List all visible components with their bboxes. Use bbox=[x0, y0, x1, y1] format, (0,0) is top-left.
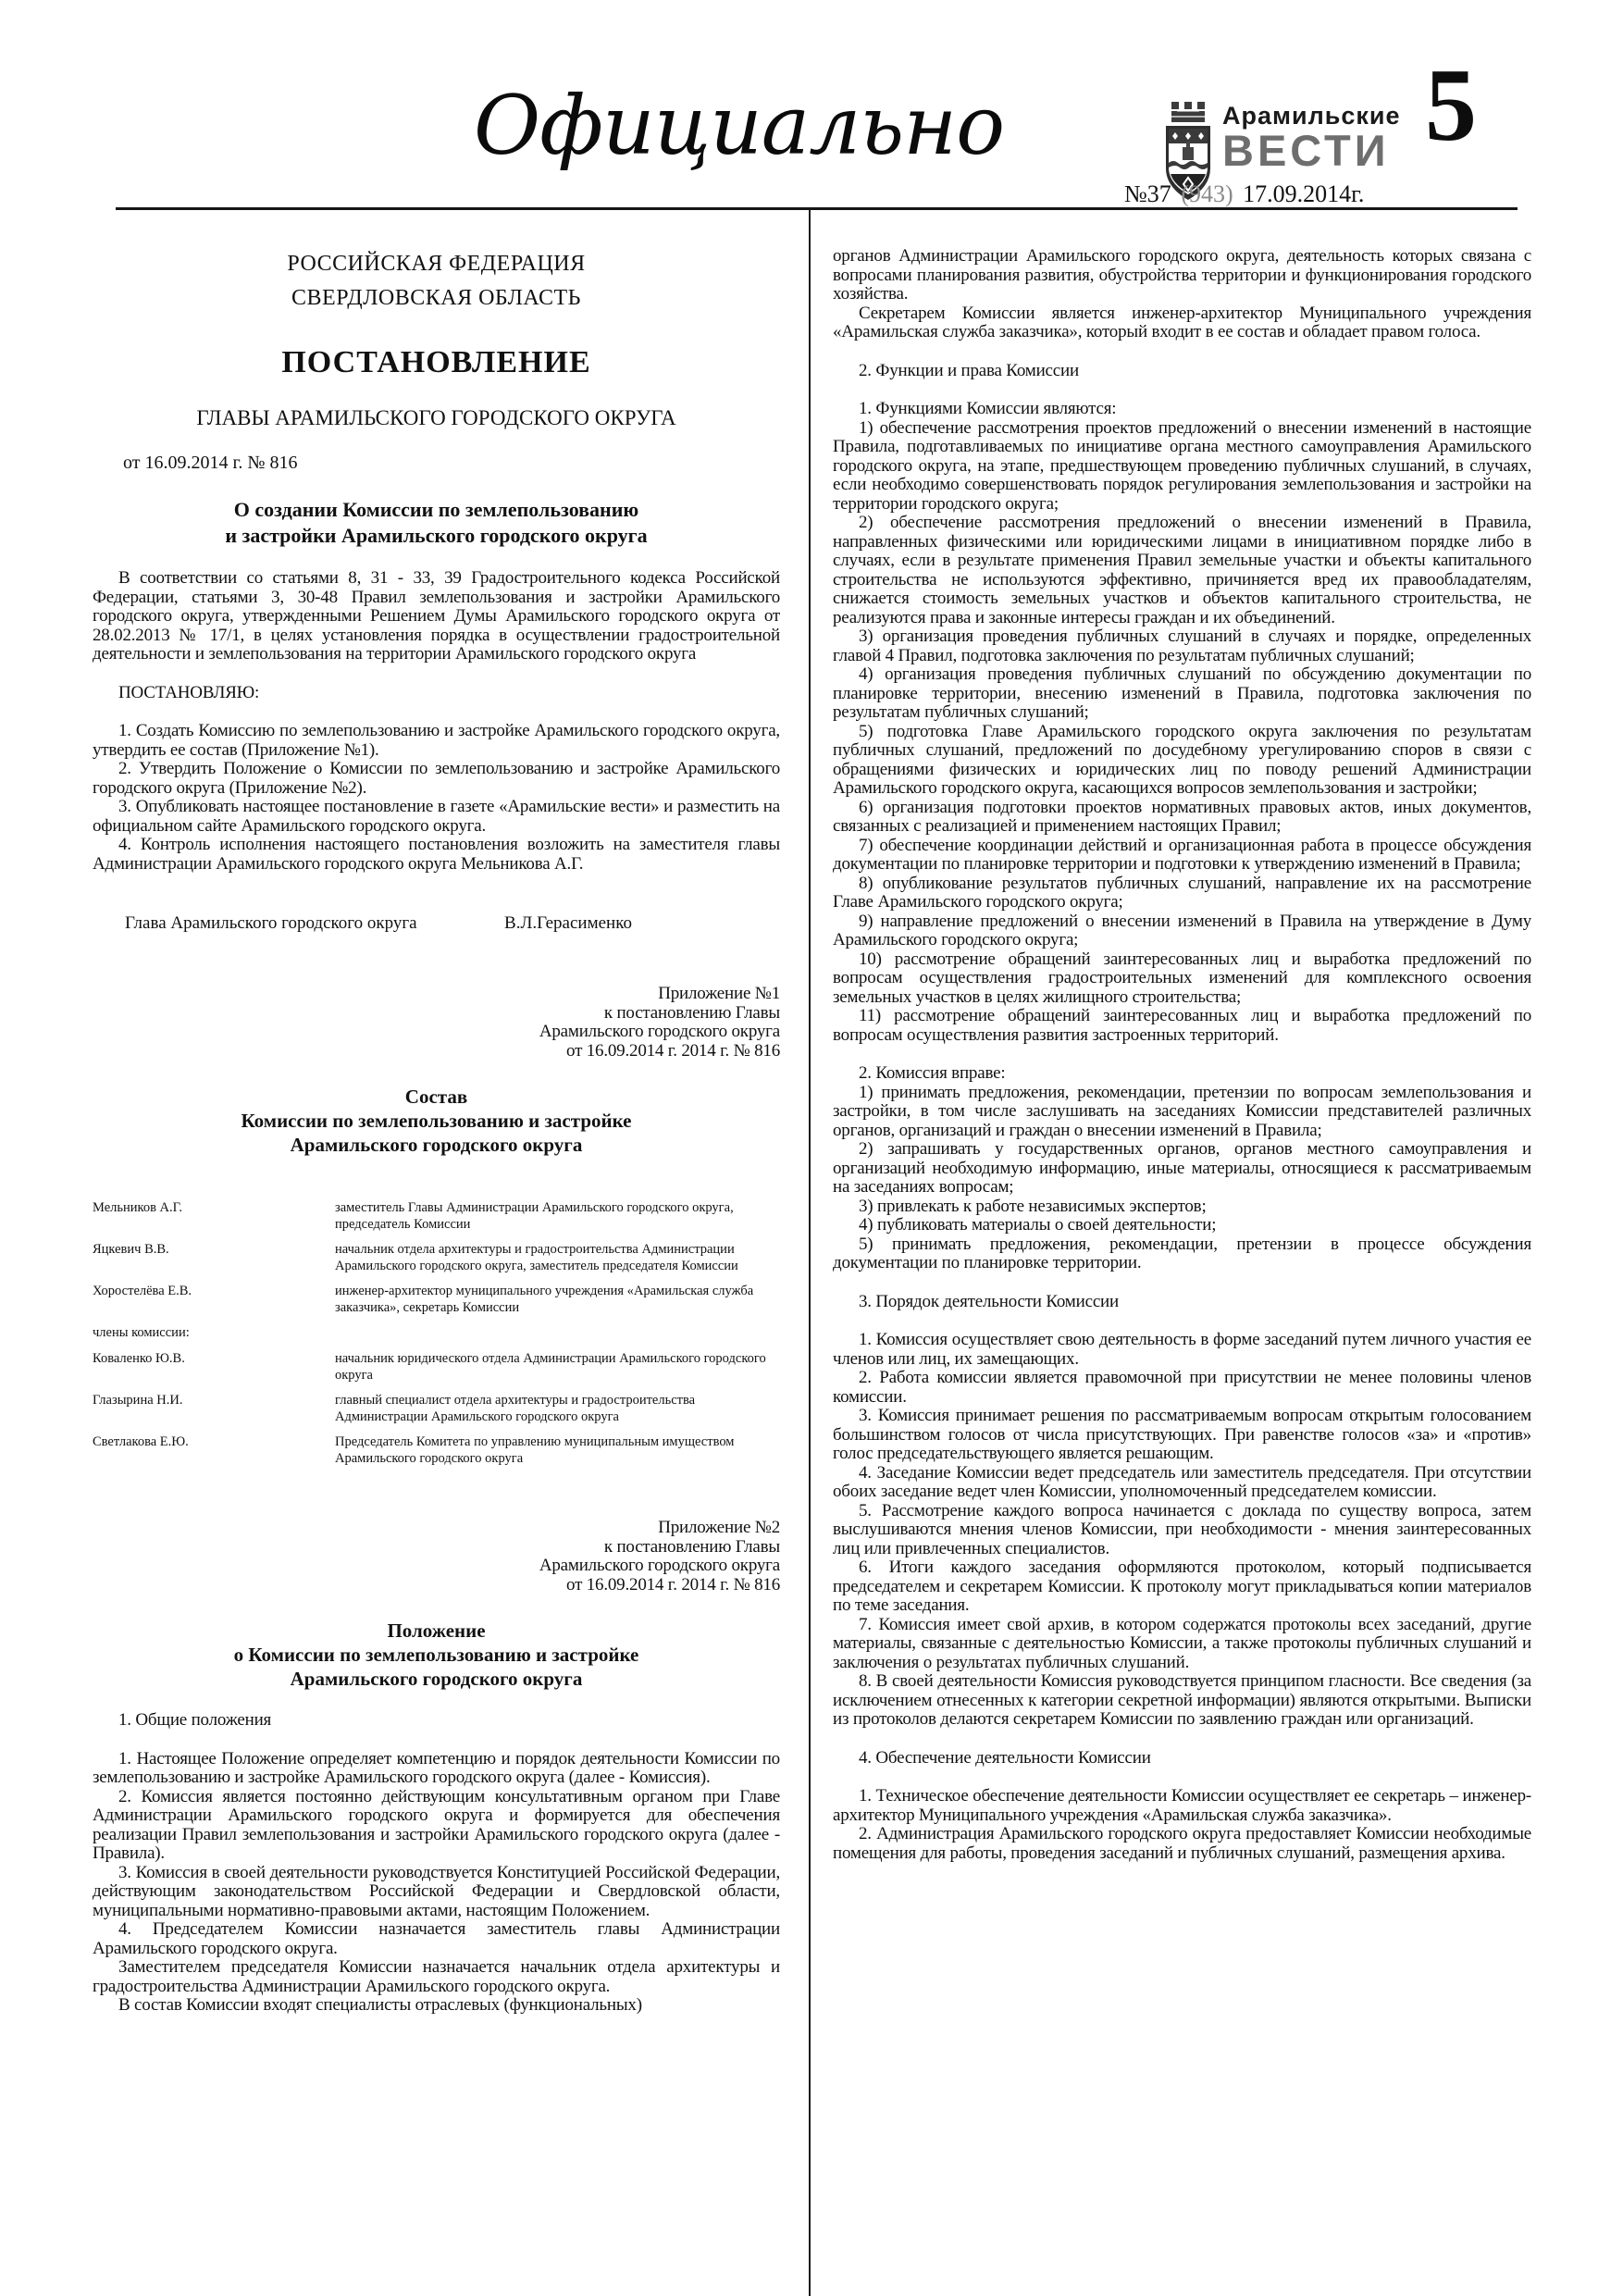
member-row bbox=[93, 1324, 780, 1341]
member-name: Мельников А.Г. bbox=[93, 1200, 183, 1215]
issue-date: 17.09.2014г. bbox=[1243, 180, 1365, 207]
paragraph: 4. Заседание Комиссии ведет председатель или заместитель председателя. При отсутствии обоих заседание ведет член Комиссии, уполномоченный председателем комиссии. bbox=[833, 1462, 1531, 1501]
member-role: начальник отдела архитектуры и градостроительства Администрации Арамильского городского округа, заместитель председателя Комиссии bbox=[335, 1242, 738, 1273]
doc-type: ПОСТАНОВЛЕНИЕ bbox=[281, 345, 591, 379]
doc-title-line: О создании Комиссии по землепользованию bbox=[233, 498, 639, 521]
paragraph: 5) принимать предложения, рекомендации, претензии в процессе обсуждения документации по планировке территории. bbox=[833, 1234, 1531, 1272]
annex2-title bbox=[93, 1619, 780, 1691]
member-row bbox=[93, 1433, 780, 1467]
paragraph: 1. Комиссия осуществляет свою деятельность в форме заседаний путем личного участия ее членов или лиц, их замещающих. bbox=[833, 1330, 1531, 1369]
annex-title-line: Состав bbox=[404, 1086, 468, 1108]
member-name: Глазырина Н.И. bbox=[93, 1393, 183, 1408]
paragraph: 1. Функциями Комиссии являются: bbox=[859, 399, 1117, 418]
page-title: Официально bbox=[474, 78, 1005, 173]
paragraph: 1. Настоящее Положение определяет компетенцию и порядок деятельности Комиссии по землепользованию и застройке Арамильского городского округа (далее - Комиссия). bbox=[93, 1748, 780, 1787]
annex-title-line: Комиссии по землепользованию и застройке bbox=[241, 1110, 632, 1132]
paragraph: 2. Комиссия вправе: bbox=[859, 1063, 1006, 1083]
section-heading: 2. Функции и права Комиссии bbox=[859, 360, 1079, 380]
doc-title bbox=[93, 497, 780, 549]
doc-issuer: ГЛАВЫ АРАМИЛЬСКОГО ГОРОДСКОГО ОКРУГА bbox=[196, 406, 676, 429]
issue-number: №37 bbox=[1124, 180, 1171, 207]
annex1-reference bbox=[93, 985, 780, 1061]
paragraph: 1) принимать предложения, рекомендации, претензии по вопросам землепользования и застройки, в том числе заслушивать на заседаниях Комиссии представителей различных органов, организаций и граждан о внесении изменений в Правила; bbox=[833, 1082, 1531, 1140]
paragraph: 3. Комиссия принимает решения по рассматриваемым вопросам открытым голосованием большинством голосов от числа присутствующих. При равенстве голосов «за» и «против» голос председательствующего является решающим. bbox=[833, 1406, 1531, 1463]
annex-ref-line: Арамильского городского округа bbox=[539, 1556, 780, 1575]
paragraph: 7. Комиссия имеет свой архив, в котором содержатся протоколы всех заседаний, другие материалы, связанные с деятельностью Комиссии, а также протоколы публичных слушаний и заключения о результатах публичных слушаний. bbox=[833, 1614, 1531, 1672]
section-heading: 1. Общие положения bbox=[118, 1710, 272, 1730]
header-rule bbox=[116, 207, 1518, 210]
paragraph: В соответствии со статьями 8, 31 - 33, 39 Градостроительного кодекса Российской Федерации, статьями 3, 30-48 Правил землепользования и застройки Арамильского городского округа, утвержденными Решением Думы Арамильского городского округа от 28.02.2013 № 17/1, в целях установления порядка в осуществлении градостроительной деятельности и землепользования на территории Арамильского городского округа bbox=[93, 568, 780, 664]
member-row bbox=[93, 1241, 780, 1274]
paragraph: 5) подготовка Главе Арамильского городского округа заключения по результатам публичных слушаний, предложений по досудебному урегулированию споров в связи с обращениями физических и юридических лиц по поводу решений Администрации Арамильского городского округа, касающихся вопросов землепользования и застройки; bbox=[833, 721, 1531, 798]
paragraph: 9) направление предложений о внесении изменений в Правила на утверждение в Думу Арамильского городского округа; bbox=[833, 911, 1531, 949]
paragraph: 7) обеспечение координации действий и организационная работа в процессе обсуждения документации по планировке территории и подготовки к утверждению изменений в Правила; bbox=[833, 835, 1531, 874]
annex-ref-line: к постановлению Главы bbox=[603, 1002, 780, 1023]
annex-ref-line: Арамильского городского округа bbox=[539, 1022, 780, 1041]
signature-position: Глава Арамильского городского округа bbox=[125, 913, 417, 933]
paragraph: 3. Опубликовать настоящее постановление в газете «Арамильские вести» и разместить на официальном сайте Арамильского городского округа. bbox=[93, 797, 780, 836]
doc-region: СВЕРДЛОВСКАЯ ОБЛАСТЬ bbox=[291, 286, 581, 310]
paragraph: 4. Председателем Комиссии назначается заместитель главы Администрации Арамильского городского округа. bbox=[93, 1919, 780, 1958]
paragraph: 5. Рассмотрение каждого вопроса начинается с доклада по существу вопроса, затем выслушиваются мнения членов Комиссии, при необходимости - мнения заинтересованных лиц или привлеченных специалистов. bbox=[833, 1500, 1531, 1558]
member-role: Председатель Комитета по управлению муниципальным имуществом Арамильского городского округа bbox=[335, 1434, 735, 1466]
paragraph: Секретарем Комиссии является инженер-архитектор Муниципального учреждения «Арамильская служба заказчика», который входит в ее состав и обладает правом голоса. bbox=[833, 303, 1531, 341]
member-row bbox=[93, 1283, 780, 1316]
doc-date-number: от 16.09.2014 г. № 816 bbox=[123, 453, 298, 473]
annex-title-line: о Комиссии по землепользованию и застройке bbox=[233, 1644, 639, 1666]
brand-name-bottom: ВЕСТИ bbox=[1222, 126, 1390, 175]
annex2-body bbox=[93, 1711, 780, 2016]
annex1-title bbox=[93, 1085, 780, 1157]
signature-block bbox=[93, 914, 780, 933]
member-row bbox=[93, 1199, 780, 1233]
paragraph: 2. Работа комиссии является правомочной при присутствии не менее половины членов комиссии. bbox=[833, 1368, 1531, 1407]
paragraph: 10) рассмотрение обращений заинтересованных лиц и выработка предложений по вопросам осуществления градостроительных изменений для комплексного освоения земельных участков в целях жилищного строительства; bbox=[833, 949, 1531, 1007]
member-row bbox=[93, 1350, 780, 1384]
annex-ref-line: к постановлению Главы bbox=[603, 1536, 780, 1557]
paragraph: 4) организация проведения публичных слушаний по обсуждению документации по планировке территории, внесению изменений в Правила, подготовка заключения по результатам публичных слушаний; bbox=[833, 664, 1531, 722]
page-number: 5 bbox=[1425, 48, 1477, 163]
signature-name: В.Л.Герасименко bbox=[504, 913, 632, 933]
member-role bbox=[335, 1324, 780, 1341]
paragraph: 4. Контроль исполнения настоящего постановления возложить на заместителя главы Администрации Арамильского городского округа Мельникова А.Г. bbox=[93, 835, 780, 874]
annex2-body-continued bbox=[833, 247, 1531, 1863]
issue-edition: (943) bbox=[1181, 180, 1233, 207]
paragraph: В состав Комиссии входят специалисты отраслевых (функциональных) bbox=[118, 1995, 642, 2015]
brand-name-top: Арамильские bbox=[1222, 102, 1401, 130]
left-column bbox=[0, 210, 811, 2296]
section-heading: 3. Порядок деятельности Комиссии bbox=[859, 1291, 1119, 1311]
brand bbox=[1222, 102, 1401, 175]
paragraph: 2) запрашивать у государственных органов, органов местного самоуправления и организаций необходимую информацию, иные материалы, относящиеся к рассматриваемым на заседаниях вопросам; bbox=[833, 1139, 1531, 1197]
member-name: Хоростелёва Е.В. bbox=[93, 1284, 192, 1298]
paragraph: органов Администрации Арамильского городского округа, деятельность которых связана с вопросами планирования развития, обустройства территории и функционирования городского хозяйства. bbox=[833, 246, 1531, 304]
paragraph: Заместителем председателя Комиссии назначается начальник отдела архитектуры и градостроительства Администрации Арамильского городского округа. bbox=[93, 1957, 780, 1996]
commission-members-list bbox=[93, 1199, 780, 1467]
page-header bbox=[0, 0, 1623, 210]
member-role: главный специалист отдела архитектуры и градостроительства Администрации Арамильского городского округа bbox=[335, 1393, 696, 1424]
paragraph: 8) опубликование результатов публичных слушаний, направление их на рассмотрение Главе Арамильского городского округа; bbox=[833, 873, 1531, 912]
paragraph: 6) организация подготовки проектов нормативных правовых актов, иных документов, связанных с реализацией и применением настоящих Правил; bbox=[833, 797, 1531, 836]
paragraph: 3. Комиссия в своей деятельности руководствуется Конституцией Российской Федерации, действующим законодательством Российской Федерации и Свердловской области, муниципальными нормативно-правовыми актами, настоящим Положением. bbox=[93, 1862, 780, 1920]
doc-body bbox=[93, 569, 780, 874]
annex-ref-line: Приложение №1 bbox=[658, 984, 780, 1003]
paragraph: 3) организация проведения публичных слушаний в случаях и порядке, определенных главой 4 Правил, подготовка заключения по результатам публичных слушаний; bbox=[833, 627, 1531, 665]
paragraph: 1. Техническое обеспечение деятельности Комиссии осуществляет ее секретарь – инженер-архитектор Муниципального учреждения «Арамильская служба заказчика». bbox=[833, 1786, 1531, 1825]
right-column bbox=[811, 210, 1623, 2296]
paragraph: ПОСТАНОВЛЯЮ: bbox=[118, 682, 260, 702]
paragraph: 1) обеспечение рассмотрения проектов предложений о внесении изменений в настоящие Правила, подготавливаемых по инициативе органа местного самоуправления Арамильского городского округа, на этапе, предшествующем проведению публичных слушаний, в случаях, если необходимо совершенствовать порядок регулирования землепользования и застройки на территории городского округа; bbox=[833, 417, 1531, 514]
member-name: Яцкевич В.В. bbox=[93, 1242, 169, 1257]
member-name: Коваленко Ю.В. bbox=[93, 1351, 185, 1366]
section-heading: 4. Обеспечение деятельности Комиссии bbox=[859, 1747, 1151, 1768]
content-columns bbox=[0, 210, 1623, 2296]
paragraph: 11) рассмотрение обращений заинтересованных лиц и выработка предложений по вопросам осуществления развития застроенных территорий. bbox=[833, 1006, 1531, 1045]
paragraph: 4) публиковать материалы о своей деятельности; bbox=[859, 1215, 1217, 1235]
annex-title-line: Арамильского городского округа bbox=[290, 1668, 583, 1690]
doc-country: РОССИЙСКАЯ ФЕДЕРАЦИЯ bbox=[287, 252, 586, 276]
paragraph: 2) обеспечение рассмотрения предложений о внесении изменений в Правила, направленных физическими или юридическими лицами в инициативном порядке либо в случаях, если в результате применения Правил земельные участки и объекты капитального строительства не используются эффективно, причиняется вред их правообладателям, снижается стоимость земельных участков и объектов капитального строительства, не реализуются права и законные интересы граждан и их объединений. bbox=[833, 513, 1531, 627]
paragraph: 2. Комиссия является постоянно действующим консультативным органом при Главе Администрации Арамильского городского округа и формируется для обеспечения реализации Правил землепользования и застройки Арамильского городского округа (далее - Правила). bbox=[93, 1786, 780, 1863]
paragraph: 2. Администрация Арамильского городского округа предоставляет Комиссии необходимые помещения для работы, проведения заседаний и публичных слушаний, размещения архива. bbox=[833, 1824, 1531, 1863]
member-role: инженер-архитектор муниципального учреждения «Арамильская служба заказчика», секретарь Комиссии bbox=[335, 1284, 754, 1315]
annex-ref-line: от 16.09.2014 г. 2014 г. № 816 bbox=[566, 1040, 780, 1061]
member-role: начальник юридического отдела Администрации Арамильского городского округа bbox=[335, 1351, 766, 1383]
annex-title-line: Положение bbox=[387, 1620, 486, 1642]
paragraph: 3) привлекать к работе независимых экспертов; bbox=[859, 1196, 1207, 1216]
annex-ref-line: Приложение №2 bbox=[658, 1518, 780, 1537]
member-row bbox=[93, 1392, 780, 1425]
issue-line bbox=[1124, 180, 1364, 208]
annex-ref-line: от 16.09.2014 г. 2014 г. № 816 bbox=[566, 1574, 780, 1595]
member-name: члены комиссии: bbox=[93, 1325, 190, 1340]
member-name: Светлакова Е.Ю. bbox=[93, 1434, 189, 1449]
paragraph: 2. Утвердить Положение о Комиссии по землепользованию и застройке Арамильского городского округа (Приложение №2). bbox=[93, 759, 780, 798]
paragraph: 8. В своей деятельности Комиссия руководствуется принципом гласности. Все сведения (за исключением отнесенных к категории секретной информации) являются открытыми. Выписки из протоколов делаются секретарем Комиссии по заявлению граждан или организаций. bbox=[833, 1671, 1531, 1729]
paragraph: 1. Создать Комиссию по землепользованию и застройке Арамильского городского округа, утвердить ее состав (Приложение №1). bbox=[93, 721, 780, 760]
annex-title-line: Арамильского городского округа bbox=[290, 1134, 583, 1156]
annex2-reference bbox=[93, 1519, 780, 1595]
member-role: заместитель Главы Администрации Арамильского городского округа, председатель Комиссии bbox=[335, 1200, 734, 1232]
doc-title-line: и застройки Арамильского городского округа bbox=[225, 524, 648, 547]
paragraph: 6. Итоги каждого заседания оформляются протоколом, который подписывается председателем и секретарем Комиссии. К протоколу могут прикладываться копии материалов по теме заседания. bbox=[833, 1558, 1531, 1615]
